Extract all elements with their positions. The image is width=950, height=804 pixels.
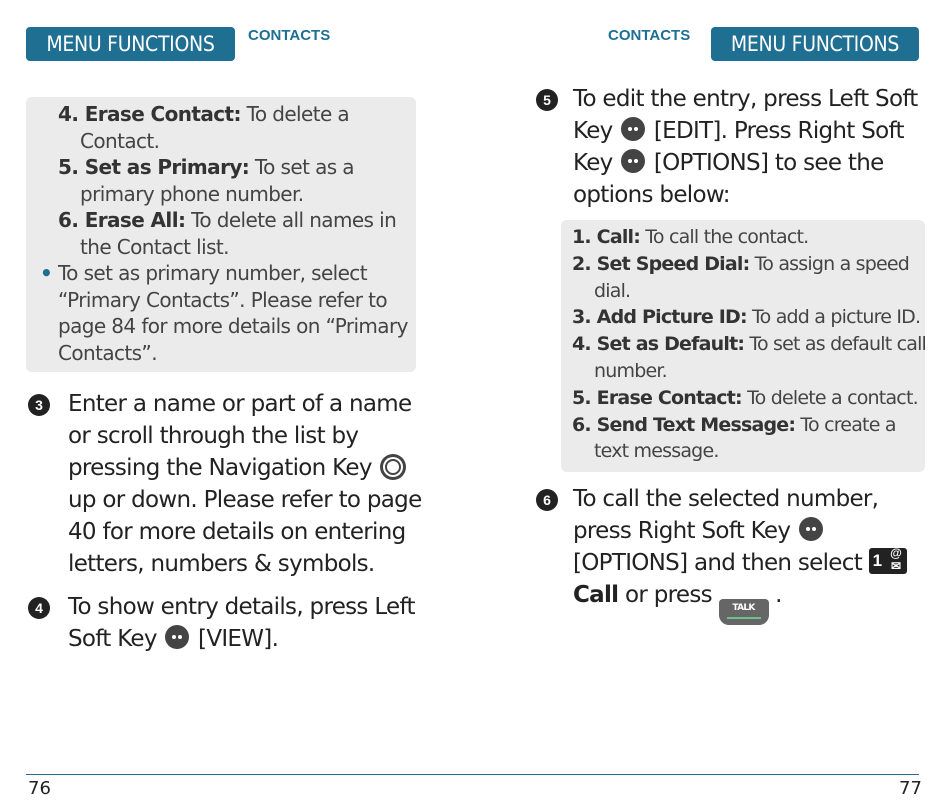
step-number-5: 5 — [536, 89, 558, 111]
list-item: 6. Send Text Message: To create a text message. — [572, 413, 896, 463]
list-item: 5. Set as Primary: To set as a primary phone number. — [58, 155, 354, 206]
menu-functions-tab: MENU FUNCTIONS — [26, 27, 235, 61]
section-label: CONTACTS — [608, 27, 691, 44]
step-4-text: To show entry details, press Left Soft Key [VIEW]. — [68, 594, 415, 652]
list-item: 1. Call: To call the contact. — [572, 226, 809, 248]
step-6-text: To call the selected number, press Right Soft Key [OPTIONS] and then select 1 @✉ Call or press TALK . — [573, 483, 928, 625]
key-1-voicemail-icon: 1 @✉ — [869, 548, 907, 574]
right-page — [475, 0, 950, 804]
page-number: 77 — [899, 778, 922, 799]
step-5-text: To edit the entry, press Left Soft Key [EDIT]. Press Right Soft Key [OPTIONS] to see the options below: — [573, 86, 918, 208]
list-item: 4. Erase Contact: To delete a Contact. — [58, 102, 350, 153]
footer-divider — [26, 774, 919, 775]
options-list — [572, 224, 927, 465]
list-item: 6. Erase All: To delete all names in the Contact list. — [58, 208, 397, 259]
navigation-key-icon — [380, 454, 406, 480]
options-list — [40, 101, 408, 366]
list-item: 5. Erase Contact: To delete a contact. — [572, 386, 918, 409]
right-soft-key-icon — [621, 149, 645, 173]
list-item: 4. Set as Default: To set as default call number. — [572, 333, 927, 382]
section-label: CONTACTS — [248, 27, 331, 44]
step-3-text: Enter a name or part of a name or scroll through the list by pressing the Navigation Key up or down. Please refer to page 40 for more details on entering letters, numbers & symbols. — [68, 391, 422, 577]
talk-key-icon: TALK — [719, 599, 769, 625]
bullet-icon: • — [40, 261, 53, 285]
list-item: 3. Add Picture ID: To add a picture ID. — [572, 306, 921, 329]
left-soft-key-icon — [165, 625, 189, 649]
bullet-note: • To set as primary number, select “Primary Contacts”. Please refer to page 84 for more details on “Primary Contacts”. — [40, 261, 408, 365]
page-number: 76 — [28, 778, 51, 799]
step-number-6: 6 — [536, 489, 558, 511]
call-word: Call — [573, 582, 619, 608]
step-number-3: 3 — [28, 394, 50, 416]
step-number-4: 4 — [28, 597, 50, 619]
menu-functions-tab: MENU FUNCTIONS — [711, 27, 919, 61]
right-soft-key-icon — [799, 517, 823, 541]
left-soft-key-icon — [621, 117, 645, 141]
list-item: 2. Set Speed Dial: To assign a speed dial. — [572, 252, 910, 302]
